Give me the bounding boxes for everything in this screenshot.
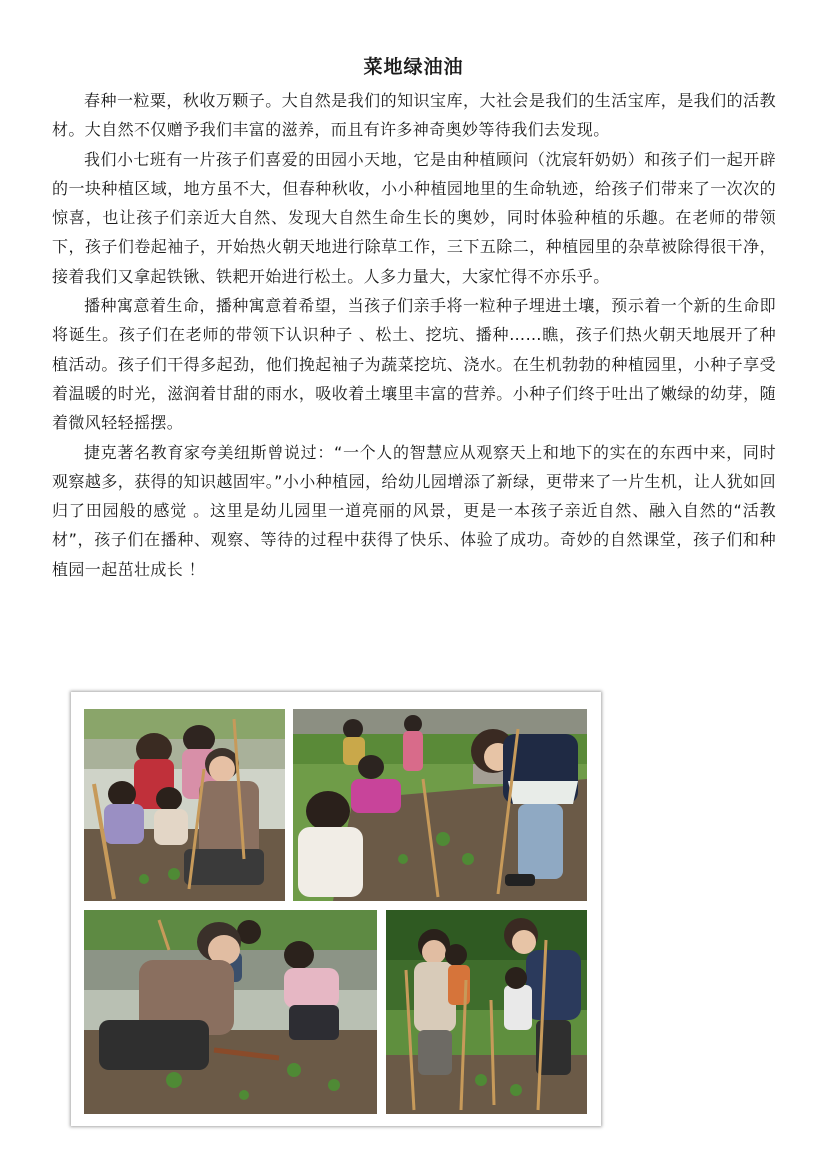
garden-photo-icon xyxy=(386,910,587,1114)
photo-grandma-digging xyxy=(84,910,377,1114)
article-title: 菜地绿油油 xyxy=(363,56,464,78)
photo-collage xyxy=(71,692,601,1126)
photo-teacher-children xyxy=(293,709,587,901)
photo-grandma-planting xyxy=(84,709,285,901)
paragraph-1: 春种一粒粟，秋收万颗子。大自然是我们的知识宝库，大社会是我们的生活宝库，是我们的活教材。大自然不仅赠予我们丰富的滋养，而且有许多神奇奥妙等待我们去发现。 xyxy=(52,91,776,140)
paragraph-4: 捷克著名教育家夸美纽斯曾说过：“一个人的智慧应从观察天上和地下的实在的东西中来，同时观察越多，获得的知识越固牢。”小小种植园，给幼儿园增添了新绿，更带来了一片生机，让人犹如回归了田园般的感觉 。这里是幼儿园里一道亮丽的风景，更是一本孩子亲近自然、融入自然的“活教材”，孩子们在播种、观察、等待的过程中获得了快乐、体验了成功。奇妙的自然课堂，孩子们和种植园一起茁壮成长 ！ xyxy=(52,442,776,579)
article-body xyxy=(52,86,776,584)
garden-photo-icon xyxy=(293,709,587,901)
garden-photo-icon xyxy=(84,709,285,901)
photo-boys-stakes xyxy=(386,910,587,1114)
garden-photo-icon xyxy=(84,910,377,1114)
paragraph-2: 我们小七班有一片孩子们喜爱的田园小天地，它是由种植顾问（沈宸轩奶奶）和孩子们一起开辟的一块种植区域，地方虽不大，但春种秋收，小小种植园地里的生命轨迹，给孩子们带来了一次次的惊喜，也让孩子们亲近大自然、发现大自然生命生长的奥妙，同时体验种植的乐趣。在老师的带领下，孩子们卷起袖子，开始热火朝天地进行除草工作，三下五除二，种植园里的杂草被除得很干净，接着我们又拿起铁锹、铁耙开始进行松土。人多力量大，大家忙得不亦乐乎。 xyxy=(52,149,776,286)
paragraph-3: 播种寓意着生命，播种寓意着希望，当孩子们亲手将一粒种子埋进土壤，预示着一个新的生命即将诞生。孩子们在老师的带领下认识种子 、松土、挖坑、播种……瞧，孩子们热火朝天地展开了种植活动。孩子们干得多起劲，他们挽起袖子为蔬菜挖坑、浇水。在生机勃勃的种植园里，小种子享受着温暖的时光，滋润着甘甜的雨水，吸收着土壤里丰富的营养。小种子们终于吐出了嫩绿的幼芽，随着微风轻轻摇摆。 xyxy=(52,296,776,433)
